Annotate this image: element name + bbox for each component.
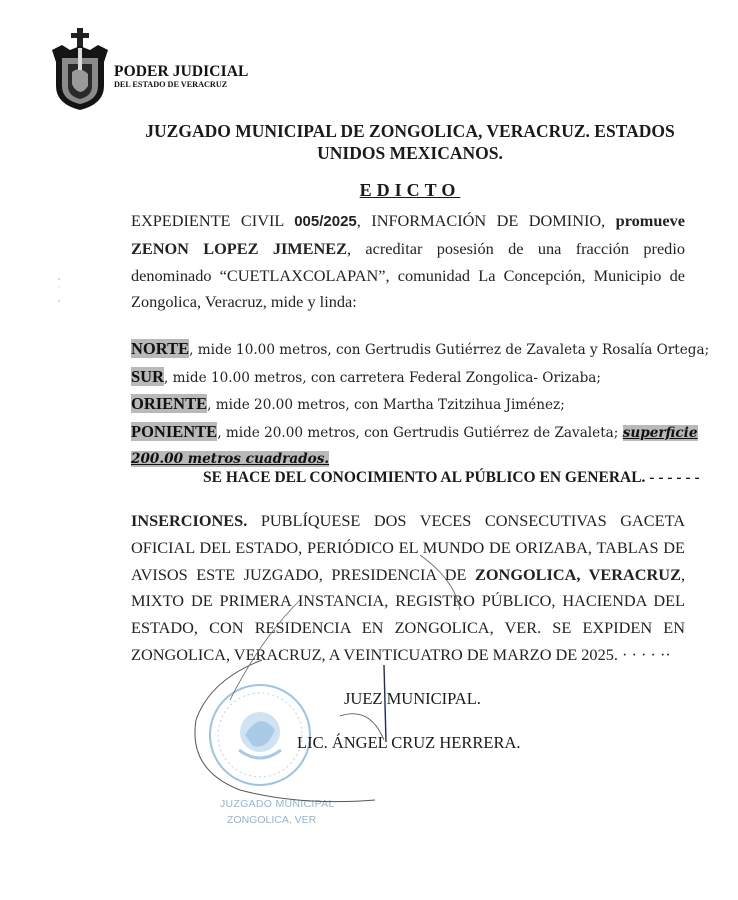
boundary-west [131,419,698,447]
boundaries-list [131,336,710,473]
insertions-text-2: , MIXTO DE PRIMERA INSTANCIA, REGISTRO PÚBLICO, HACIENDA DEL ESTADO, CON RESIDENCIA EN ZONGOLICA, VER. SE EXPIDEN EN ZONGOLICA, VERACRUZ, A VEINTICUATRO DE MARZO DE 2025. · · · · ·· [131,564,686,664]
boundary-east [131,391,691,419]
judge-name: LIC. ÁNGEL CRUZ HERRERA. [297,733,521,752]
intro-text-2: , INFORMACIÓN DE DOMINIO, [356,211,616,230]
surface-value: 200.00 metros cuadrados. [131,451,330,468]
poder-judicial-logo [48,28,249,112]
boundary-direction: PONIENTE [131,421,218,441]
case-number: 005/2025 [294,213,357,230]
insertions-label: INSERCIONES. [131,511,248,530]
boundary-north [131,336,710,364]
insertions-text-1: PUBLÍQUESE DOS VECES CONSECUTIVAS GACETA OFICIAL DEL ESTADO, PERIÓDICO EL MUNDO DE ORIZABA, TABLAS DE AVISOS ESTE JUZGADO, PRESIDENCIA DE [131,511,685,584]
boundary-text: , mide 10.00 metros, con carretera Federal Zongolica- Orizaba; [164,369,601,386]
document-title: EDICTO [359,180,461,200]
boundary-south [131,364,691,392]
seal-caption [220,796,335,828]
seal-line-2: ZONGOLICA, VER [227,814,317,826]
intro-text-1: EXPEDIENTE CIVIL [131,211,295,230]
surface-label: superficie [622,424,698,441]
boundary-text: , mide 20.00 metros, con Gertrudis Gutiérrez de Zavaleta; [217,424,623,441]
scan-artifact [57,275,61,305]
judge-title: JUEZ MUNICIPAL. [344,689,481,708]
insertions-place: ZONGOLICA, VERACRUZ [475,564,681,584]
public-notice: SE HACE DEL CONOCIMIENTO AL PÚBLICO EN GENERAL. - - - - - - [203,469,700,486]
boundary-text: , mide 10.00 metros, con Gertrudis Gutiérrez de Zavaleta y Rosalía Ortega; [189,342,710,358]
seal-line-1: JUZGADO MUNICIPAL [220,798,335,810]
boundary-direction: SUR [131,366,165,386]
coat-of-arms-icon [48,28,114,112]
court-heading: JUZGADO MUNICIPAL DE ZONGOLICA, VERACRUZ. ESTADOS UNIDOS MEXICANOS. [145,121,675,163]
intro-paragraph [131,208,685,316]
boundary-text: , mide 20.00 metros, con Martha Tzitzihua Jiménez; [207,397,565,414]
intro-verb: promueve [615,211,685,230]
intro-text-3: , acreditar posesión de una fracción predio denominado “CUETLAXCOLAPAN”, comunidad La Concepción, Municipio de Zongolica, Veracruz, mide y linda: [131,238,685,312]
logo-subtitle: DEL ESTADO DE VERACRUZ [114,80,228,89]
petitioner-name: ZENON LOPEZ JIMENEZ [131,238,347,258]
insertions-paragraph [131,508,685,669]
boundary-direction: NORTE [131,339,190,358]
boundary-direction: ORIENTE [131,394,208,414]
logo-title: PODER JUDICIAL [114,63,249,80]
